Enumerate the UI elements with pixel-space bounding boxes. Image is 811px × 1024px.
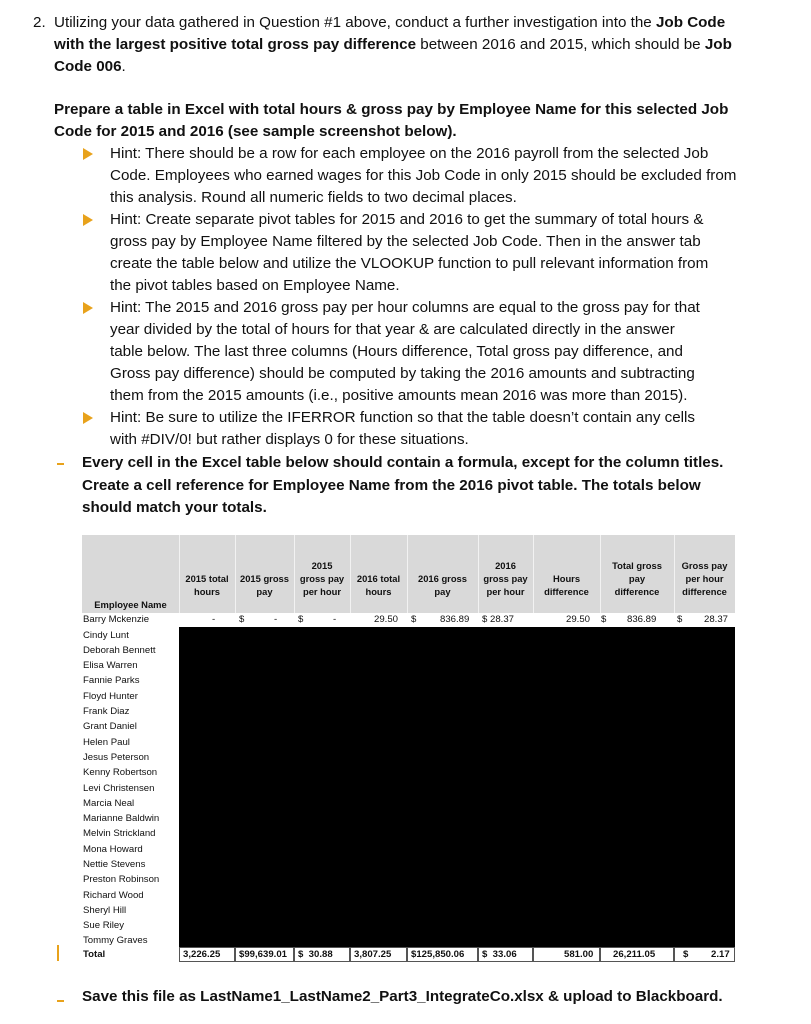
total-rate-diff-symbol: $ [683, 949, 689, 960]
intro-line-1 [54, 12, 725, 34]
header-text: hours [193, 586, 221, 597]
employee-name-cell: Elisa Warren [83, 660, 138, 671]
value-hours-diff: 29.50 [566, 614, 591, 625]
header-2015-total-hours [179, 572, 235, 598]
value-pay-diff-symbol: $ [601, 614, 607, 625]
save-instruction: Save this file as LastName1_LastName2_Part3_IntegrateCo.xlsx & upload to Blackboard. [82, 988, 723, 1005]
employee-name-cell: Sheryl Hill [83, 905, 127, 916]
header-text: pay [434, 586, 451, 597]
header-text: Total gross [612, 560, 662, 571]
header-2016-gross-pay-per-hour [478, 559, 533, 598]
change-bar-marker [57, 945, 59, 961]
intro-text-between: between 2016 and 2015, which should be [416, 36, 705, 53]
value-2015-rate-symbol: $ [298, 614, 304, 625]
employee-name-cell: Levi Christensen [83, 783, 155, 794]
total-2015-pay: $99,639.01 [239, 949, 288, 960]
header-text: per hour [685, 573, 724, 584]
employee-name-cell: Total [83, 949, 106, 960]
excel-table [82, 535, 735, 964]
header-text: 2015 gross [240, 573, 289, 584]
bullet-arrow-icon [83, 412, 93, 424]
total-hours-diff: 581.00 [564, 949, 594, 960]
total-2015-rate: $ 30.88 [298, 949, 333, 960]
employee-name-cell: Cindy Lunt [83, 630, 129, 641]
header-text: difference [614, 586, 660, 597]
intro-bold-job-code: Job Code [655, 14, 726, 31]
header-employee-name: Employee Name [94, 599, 167, 610]
dash-bullet-icon [57, 463, 64, 465]
employee-name-cell: Preston Robinson [83, 874, 160, 885]
hint-4-line-1: Hint: Be sure to utilize the IFERROR function so that the table doesn’t contain any cells [110, 409, 696, 426]
total-2016-pay: $125,850.06 [411, 949, 465, 960]
bullet-arrow-icon [83, 214, 93, 226]
hint-1-line-1: Hint: There should be a row for each employee on the 2016 payroll from the selected Job [110, 145, 709, 162]
bullet-arrow-icon [83, 148, 93, 160]
employee-name-cell: Tommy Graves [83, 935, 148, 946]
header-2016-gross-pay [407, 572, 478, 598]
total-rate-diff: 2.17 [711, 949, 730, 960]
header-text: 2015 total [185, 573, 229, 584]
employee-name-cell: Frank Diaz [83, 706, 130, 717]
header-2016-total-hours [350, 572, 407, 598]
value-2015-rate: - [333, 614, 337, 625]
employee-name-cell: Grant Daniel [83, 721, 137, 732]
header-gross-pay-per-hour-difference [674, 559, 735, 598]
employee-name-cell: Helen Paul [83, 737, 130, 748]
hint-3-line-5: them from the 2015 amounts (i.e., positive amounts mean 2016 was more than 2015). [110, 387, 688, 404]
employee-name-cell: Jesus Peterson [83, 752, 150, 763]
header-text: pay [256, 586, 273, 597]
hint-3-line-4: Gross pay difference) should be computed by taking the 2016 amounts and subtracting [110, 365, 695, 382]
redacted-block [179, 627, 735, 947]
header-text: 2016 [495, 560, 516, 571]
employee-name-cell: Melvin Strickland [83, 828, 156, 839]
hint-3-line-2: year divided by the total of hours for that year & are calculated directly in the answer [110, 321, 675, 338]
employee-name-cell: Floyd Hunter [83, 691, 138, 702]
hint-1-line-2: Code. Employees who earned wages for this Job Code in only 2015 should be excluded from [110, 167, 737, 184]
intro-bold-job: Job [704, 36, 732, 53]
header-text: hours [365, 586, 392, 597]
every-cell-line-3: should match your totals. [82, 499, 267, 516]
every-cell-line-2: Create a cell reference for Employee Name from the 2016 pivot table. The totals below [82, 477, 701, 494]
header-text: gross pay [299, 573, 345, 584]
header-text: per hour [302, 586, 342, 597]
header-total-gross-pay-difference [600, 559, 674, 598]
every-cell-line-1: Every cell in the Excel table below should contain a formula, except for the column titles. [82, 454, 724, 471]
value-2015-hours: - [212, 614, 216, 625]
intro-text: Utilizing your data gathered in Question #1 above, conduct a further investigation into the [54, 14, 656, 31]
header-2015-gross-pay [235, 572, 294, 598]
hint-3-line-1: Hint: The 2015 and 2016 gross pay per hour columns are equal to the gross pay for that [110, 299, 700, 316]
total-2016-hours: 3,807.25 [354, 949, 392, 960]
header-text: per hour [486, 586, 525, 597]
intro-bold-code: Code 006 [54, 58, 122, 75]
value-2016-pay: 836.89 [440, 614, 470, 625]
hint-2-line-1: Hint: Create separate pivot tables for 2015 and 2016 to get the summary of total hours & [110, 211, 704, 228]
header-hours-difference [533, 572, 600, 598]
value-2015-pay-symbol: $ [239, 614, 245, 625]
employee-name-cell: Nettie Stevens [83, 859, 146, 870]
employee-name-cell: Fannie Parks [83, 675, 140, 686]
hint-3-line-3: table below. The last three columns (Hours difference, Total gross pay difference, and [110, 343, 683, 360]
header-2015-gross-pay-per-hour [294, 559, 350, 598]
value-2016-rate: $ 28.37 [482, 614, 515, 625]
intro-line-2 [54, 34, 732, 56]
total-pay-diff: 26,211.05 [613, 949, 656, 960]
value-rate-diff: 28.37 [704, 614, 729, 625]
value-rate-diff-symbol: $ [677, 614, 683, 625]
header-text: gross pay [483, 573, 528, 584]
intro-period: . [121, 58, 126, 75]
employee-name-cell: Richard Wood [83, 890, 144, 901]
employee-name-cell: Marcia Neal [83, 798, 135, 809]
value-2016-pay-symbol: $ [411, 614, 417, 625]
header-text: Hours [552, 573, 581, 584]
bullet-arrow-icon [83, 302, 93, 314]
question-number: 2. [33, 14, 46, 31]
employee-name-cell: Deborah Bennett [83, 645, 156, 656]
value-2016-hours: 29.50 [374, 614, 399, 625]
hint-4-line-2: with #DIV/0! but rather displays 0 for these situations. [110, 431, 469, 448]
intro-line-3 [54, 56, 126, 78]
dash-bullet-icon [57, 1000, 64, 1002]
header-text: 2016 total [356, 573, 401, 584]
prepare-line-2: Code for 2015 and 2016 (see sample screenshot below). [54, 123, 457, 140]
prepare-line-1: Prepare a table in Excel with total hours & gross pay by Employee Name for this selected Job [54, 101, 729, 118]
value-pay-diff: 836.89 [627, 614, 657, 625]
value-2015-pay: - [274, 614, 278, 625]
header-text: Gross pay [681, 560, 728, 571]
hint-2-line-4: the pivot tables based on Employee Name. [110, 277, 400, 294]
header-text: difference [682, 586, 727, 597]
intro-bold-largest: with the largest positive total gross pay difference [54, 36, 417, 53]
employee-name-cell: Mona Howard [83, 844, 143, 855]
hint-2-line-3: create the table below and utilize the VLOOKUP function to pull relevant information from [110, 255, 709, 272]
header-text: pay [628, 573, 646, 584]
header-text: 2015 [311, 560, 333, 571]
hint-1-line-3: this analysis. Round all numeric fields to two decimal places. [110, 189, 517, 206]
header-text: 2016 gross [418, 573, 467, 584]
total-2015-hours: 3,226.25 [183, 949, 221, 960]
header-text: difference [544, 586, 589, 597]
employee-name-cell: Sue Riley [83, 920, 125, 931]
hint-2-line-2: gross pay by Employee Name filtered by the selected Job Code. Then in the answer tab [110, 233, 701, 250]
employee-name-cell: Marianne Baldwin [83, 813, 160, 824]
total-2016-rate: $ 33.06 [482, 949, 517, 960]
employee-name-cell: Kenny Robertson [83, 767, 158, 778]
employee-name-cell: Barry Mckenzie [83, 614, 150, 625]
